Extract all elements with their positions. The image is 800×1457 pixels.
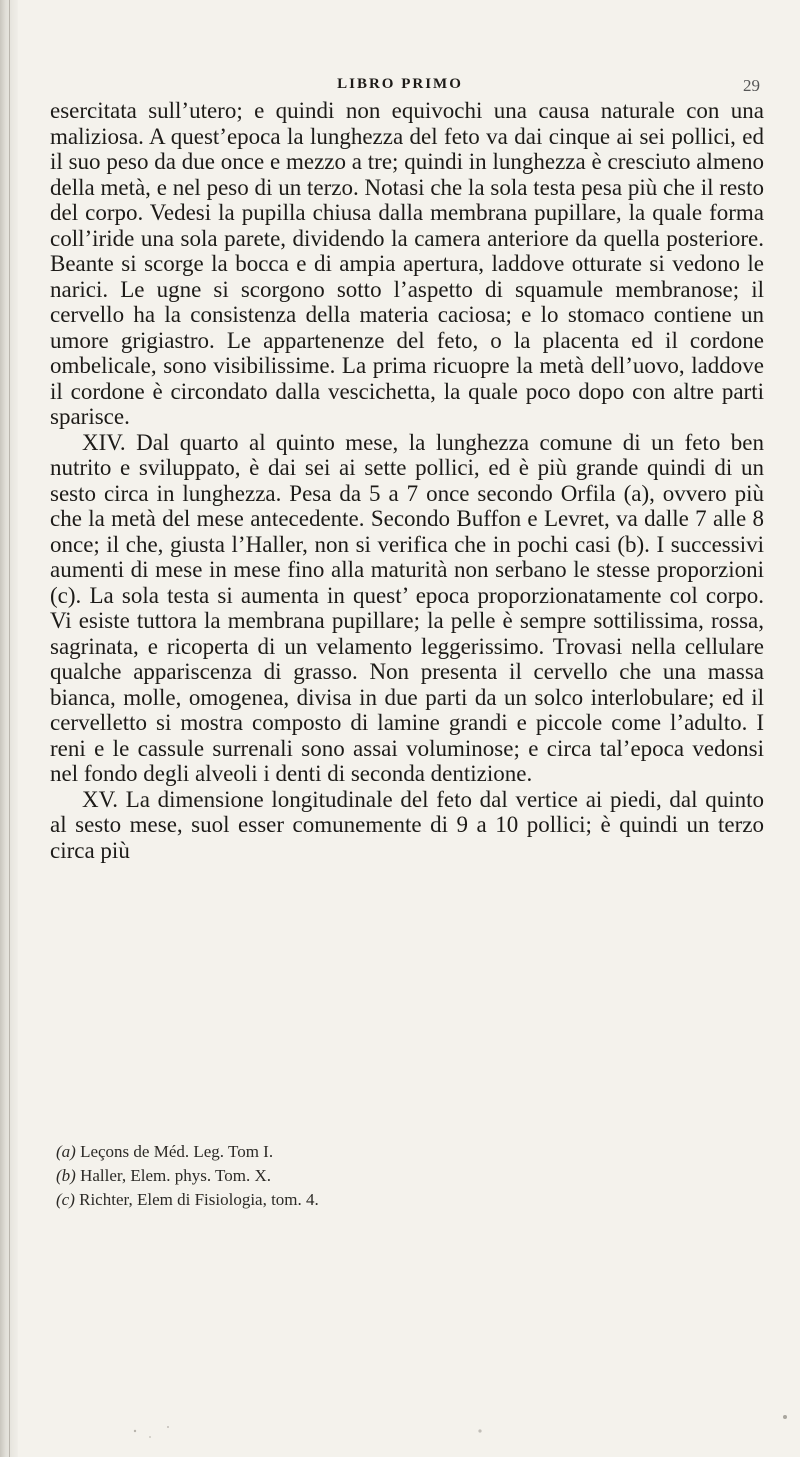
footnote-mark: (c) [56,1190,75,1209]
binding-edge [0,0,18,1457]
paragraph-section-xv: XV. La dimensione longitudinale del feto dal vertice ai piedi, dal quinto al sesto mese, suol esser comunemente di 9 a 10 pollici; è quindi un terzo circa più [50,786,764,863]
running-head: LIBRO PRIMO [337,76,463,92]
footnote-mark: (b) [56,1166,76,1185]
page-header [40,76,760,100]
paragraph-continuation: esercitata sull’utero; e quindi non equivochi una causa naturale con una maliziosa. A quest’epoca la lunghezza del feto va dai cinque ai sei pollici, ed il suo peso da due once e mezzo a tre; quindi in lunghezza è cresciuto almeno della metà, e nel peso di un terzo. Notasi che la sola testa pesa più che il resto del corpo. Vedesi la pupilla chiusa dalla membrana pupillare, la quale forma coll’iride una sola parete, dividendo la camera anteriore da quella posteriore. Beante si scorge la bocca e di ampia apertura, laddove otturate si vedono le narici. Le ugne si scorgono sotto l’aspetto di squamule membranose; il cervello ha la consistenza della materia caciosa; e lo stomaco contiene un umore grigiastro. Le appartenenze del feto, o la placenta ed il cordone ombelicale, sono visibilissime. La prima ricuopre la metà dell’uovo, laddove il cordone è circondato dalla vescichetta, la quale poco dopo con altre parti sparisce. [50,98,764,429]
footnote-a [56,1140,756,1164]
body-text [50,98,764,863]
footnote-c [56,1188,756,1212]
footnote-mark: (a) [56,1142,76,1161]
footnote-text: Leçons de Méd. Leg. Tom I. [80,1142,274,1161]
footnote-b [56,1164,756,1188]
footnote-text: Haller, Elem. phys. Tom. X. [80,1166,272,1185]
page-number: 29 [743,76,760,95]
paragraph-section-xiv: XIV. Dal quarto al quinto mese, la lunghezza comune di un feto ben nutrito e sviluppato, è dai sei ai sette pollici, ed è più grande quindi di un sesto circa in lunghezza. Pesa da 5 a 7 once secondo Orfila (a), ovvero più che la metà del mese antecedente. Secondo Buffon e Levret, va dalle 7 alle 8 once; il che, giusta l’Haller, non si verifica che in pochi casi (b). I successivi aumenti di mese in mese fino alla maturità non serbano le stesse proporzioni (c). La sola testa si aumenta in quest’ epoca proporzionatamente col corpo. Vi esiste tuttora la membrana pupillare; la pelle è sempre sottilissima, rossa, sagrinata, e ricoperta di un velamento leggerissimo. Trovasi nella cellulare qualche appariscenza di grasso. Non presenta il cervello che una massa bianca, molle, omogenea, divisa in due parti da un solco interlobulare; ed il cervelletto si mostra composto di lamine grandi e piccole come l’adulto. I reni e le cassule surrenali sono assai voluminose; e circa tal’epoca vedonsi nel fondo degli alveoli i denti di seconda dentizione. [50,429,764,786]
footnotes [56,1140,756,1212]
footnote-text: Richter, Elem di Fisiologia, tom. 4. [79,1190,319,1209]
paper-specks [0,1397,800,1457]
